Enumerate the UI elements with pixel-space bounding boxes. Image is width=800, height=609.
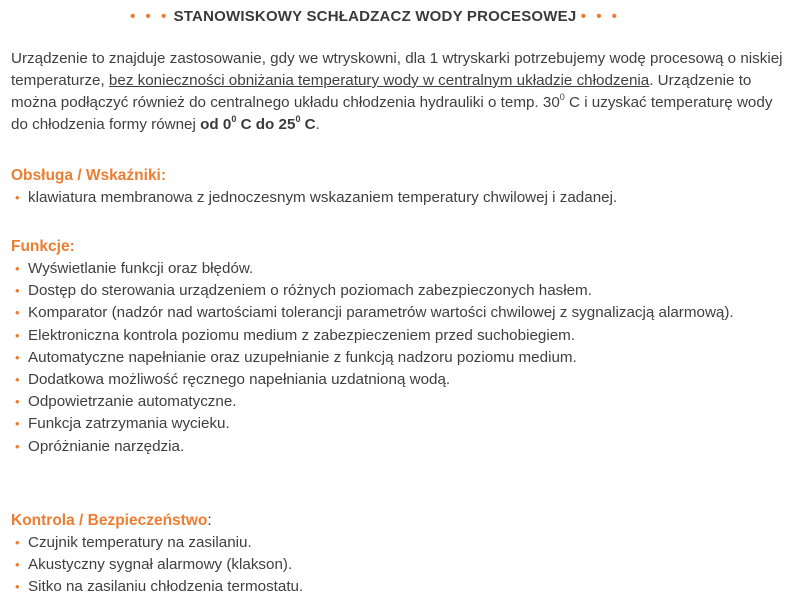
- intro-bold-range: [200, 113, 316, 133]
- list-item: [11, 347, 786, 369]
- bullet-icon: •: [15, 416, 20, 432]
- bullet-icon: •: [15, 305, 20, 321]
- list-item-text: Opróżnianie narzędzia.: [28, 437, 185, 455]
- intro-part1: Urządzenie to znajduje zastosowanie, gdy we wtryskowni, dla 1 wtryskarki potrzebujemy wodę procesową o niskiej temperaturze,: [11, 50, 783, 89]
- bullet-icon: •: [15, 349, 20, 365]
- list-item-text: Czujnik temperatury na zasilaniu.: [28, 534, 252, 551]
- list-item: [11, 554, 786, 576]
- intro-sup1: 0: [559, 91, 565, 102]
- intro-bold-c: C: [300, 116, 316, 133]
- list-item: [11, 187, 786, 209]
- item-list: [11, 187, 786, 209]
- intro-paragraph: [11, 48, 786, 136]
- intro-end: .: [315, 116, 320, 133]
- list-item: [11, 258, 786, 280]
- list-item: [11, 413, 786, 435]
- intro-sup2: 0: [231, 113, 237, 124]
- bullet-icon: •: [15, 394, 20, 410]
- section-heading-colon: :: [207, 512, 212, 529]
- intro-part2: . Urządzenie to można podłączyć również do centralnego układu chłodzenia hydrauliki o temp. 30: [11, 72, 752, 111]
- bullet-icon: •: [15, 283, 20, 299]
- list-item: [11, 436, 786, 458]
- list-item-text: Sitko na zasilaniu chłodzenia termostatu.: [28, 578, 304, 596]
- list-item: [11, 532, 786, 554]
- list-item-text: Akustyczny sygnał alarmowy (klakson).: [28, 556, 293, 574]
- list-item-text: Odpowietrzanie automatyczne.: [28, 393, 237, 411]
- bullet-icon: •: [15, 535, 20, 550]
- bullet-icon: •: [15, 327, 20, 343]
- list-item-text: Funkcja zatrzymania wycieku.: [28, 415, 230, 433]
- list-item-text: Wyświetlanie funkcji oraz błędów.: [28, 260, 254, 277]
- intro-bold-a: od 0: [200, 116, 232, 133]
- list-item-text: Dodatkowa możliwość ręcznego napełniania uzdatnioną wodą.: [28, 371, 451, 389]
- page-title: [0, 8, 750, 25]
- section-heading: [11, 510, 786, 532]
- item-list: [11, 532, 786, 599]
- title-dots-left: • • •: [130, 8, 170, 25]
- list-item-text: klawiatura membranowa z jednoczesnym wskazaniem temperatury chwilowej i zadanej.: [28, 189, 618, 206]
- bullet-icon: •: [15, 372, 20, 388]
- list-item-text: Elektroniczna kontrola poziomu medium z zabezpieczeniem przed suchobiegiem.: [28, 326, 576, 344]
- intro-sup3: 0: [295, 113, 301, 124]
- title-text: STANOWISKOWY SCHŁADZACZ WODY PROCESOWEJ: [173, 8, 577, 25]
- intro-bold-b: C do 25: [236, 116, 296, 133]
- title-dots-right: • • •: [580, 8, 620, 25]
- bullet-icon: •: [15, 557, 20, 573]
- section-kontrola: [11, 510, 786, 599]
- list-item: [11, 302, 786, 324]
- list-item: [11, 280, 786, 302]
- section-heading: Obsługa / Wskaźniki:: [11, 167, 167, 184]
- bullet-icon: •: [15, 438, 20, 454]
- list-item-text: Komparator (nadzór nad wartościami tolerancji parametrów wartości chwilowej z sygnalizacją alarmową).: [28, 304, 734, 322]
- bullet-icon: •: [15, 579, 20, 595]
- bullet-icon: •: [15, 190, 20, 205]
- list-item: [11, 325, 786, 347]
- section-obsluga: [11, 165, 786, 209]
- item-list: [11, 258, 786, 458]
- intro-underlined: bez konieczności obniżania temperatury wody w centralnym układzie chłodzenia: [108, 72, 650, 89]
- list-item: [11, 369, 786, 391]
- list-item: [11, 576, 786, 598]
- list-item-text: Dostęp do sterowania urządzeniem o różnych poziomach zabezpieczonych hasłem.: [28, 282, 592, 300]
- section-heading: Funkcje:: [11, 238, 75, 255]
- bullet-icon: •: [15, 261, 20, 276]
- intro-part3: C i uzyskać temperaturę wody do chłodzenia formy równej: [11, 94, 773, 133]
- section-heading-text: Kontrola / Bezpieczeństwo: [11, 512, 208, 529]
- list-item-text: Automatyczne napełnianie oraz uzupełnianie z funkcją nadzoru poziomu medium.: [28, 348, 577, 366]
- section-funkcje: [11, 236, 786, 458]
- list-item: [11, 391, 786, 413]
